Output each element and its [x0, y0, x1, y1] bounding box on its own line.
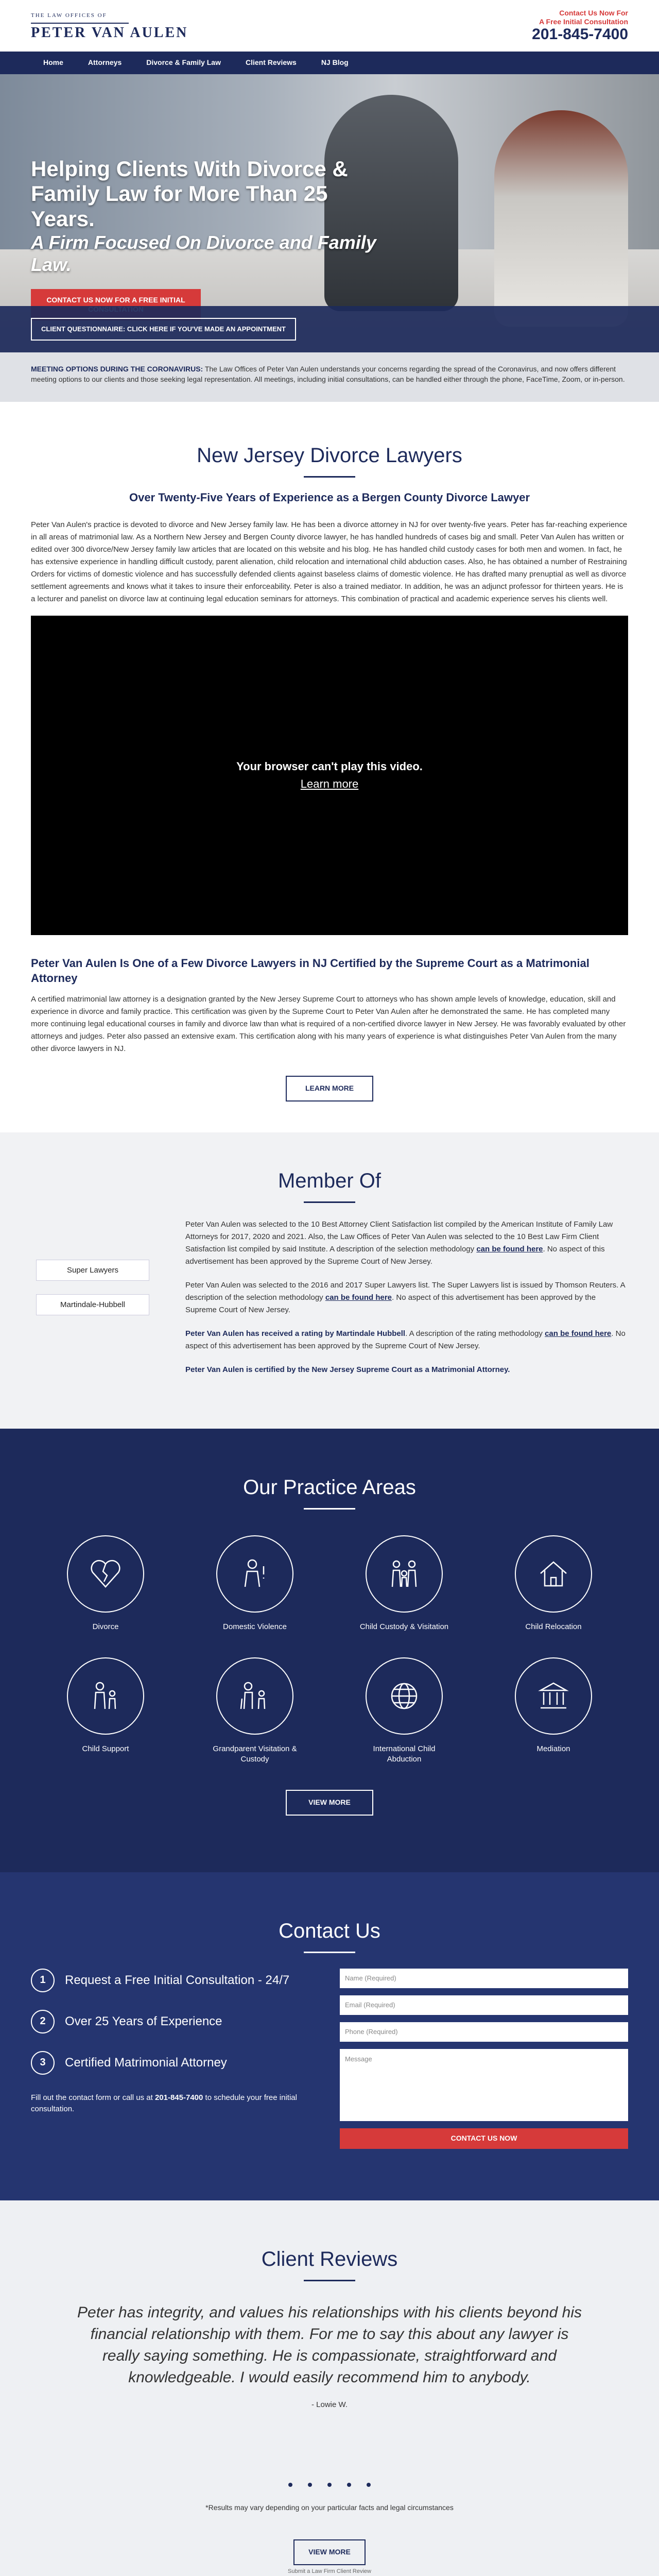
carousel-dot[interactable]: [308, 2483, 312, 2487]
nav-home[interactable]: Home: [43, 58, 63, 67]
practice-item-child-custody[interactable]: [358, 1535, 450, 1632]
benefit-text: Request a Free Initial Consultation - 24/7: [65, 1973, 290, 1988]
badge-martindale-hubbell[interactable]: Martindale-Hubbell: [36, 1294, 149, 1315]
methodology-link-2[interactable]: can be found here: [325, 1293, 392, 1302]
contact-benefits: [31, 1969, 309, 2149]
practice-label: International Child Abduction: [373, 1744, 436, 1764]
globe-icon: [366, 1657, 443, 1735]
practice-item-grandparent-visitation[interactable]: [209, 1657, 301, 1764]
house-icon: [515, 1535, 592, 1613]
logo-small-text: THE LAW OFFICES OF: [31, 12, 107, 19]
member-title: Member Of: [278, 1169, 381, 1192]
practice-view-more-button[interactable]: VIEW MORE: [286, 1790, 373, 1816]
member-badges: [31, 1218, 154, 1316]
benefit-text: Over 25 Years of Experience: [65, 2014, 222, 2029]
hero-text: [31, 157, 391, 320]
header-call-line1: Contact Us Now For: [559, 8, 628, 17]
practice-label: Mediation: [536, 1744, 570, 1754]
hero-heading: Helping Clients With Divorce & Family Law for More Than 25 Years.: [31, 157, 348, 231]
methodology-link-1[interactable]: can be found here: [476, 1244, 543, 1253]
family-icon: [366, 1535, 443, 1613]
reviews-section: [0, 2200, 659, 2576]
video-learn-more-link[interactable]: Learn more: [300, 777, 359, 790]
practice-title: Our Practice Areas: [243, 1476, 416, 1499]
hero-subheading: A Firm Focused On Divorce and Family Law.: [31, 231, 376, 276]
about-title-rule: [304, 476, 355, 478]
hero: [0, 74, 659, 352]
logo-rule: [31, 23, 129, 24]
benefit-text: Certified Matrimonial Attorney: [65, 2056, 227, 2070]
video-error-text: Your browser can't play this video.: [236, 759, 423, 773]
review-author: - Lowie W.: [311, 2400, 348, 2409]
contact-note-phone[interactable]: 201-845-7400: [154, 2093, 203, 2102]
practice-areas-section: [0, 1429, 659, 1872]
coronavirus-notice: [0, 352, 659, 402]
certification-heading: Peter Van Aulen Is One of a Few Divorce Lawyers in NJ Certified by the Supreme Court as a Matrimonial Attorney: [31, 956, 589, 985]
carousel-dot[interactable]: [288, 2483, 292, 2487]
submit-review-link[interactable]: Submit a Law Firm Client Review: [288, 2568, 371, 2574]
about-title: New Jersey Divorce Lawyers: [197, 444, 462, 467]
member-title-rule: [304, 1201, 355, 1203]
practice-item-divorce[interactable]: [59, 1535, 152, 1632]
carousel-dot[interactable]: [347, 2483, 351, 2487]
practice-label: Child Custody & Visitation: [359, 1622, 449, 1631]
about-paragraph: Peter Van Aulen's practice is devoted to divorce and New Jersey family law. He has been a divorce attorney in NJ for over twenty-five years. Peter has far-reaching experience in all areas of matrimonial law. As a Northern New Jersey and Bergen County divorce lawyer, he has handled hundreds of cases big and small. Peter Van Aulen has written or edited over 300 divorce/New Jersey family law articles that are located on this website and his blog. He has handled child custody cases for both men and women. In fact, he has extensive experience in handling difficult custody, parent alienation, child relocation and international child abduction cases. Also, he has obtained a number of Restraining Orders for victims of domestic violence and has successfully defended clients against baseless claims of domestic violence. He has drafted many prenuptial as well as divorce settlement agreements and knows what it takes to insure their enforceability. Peter is also a trained mediator. In addition, he was an adjunct professor for thirteen years. He is a lecturer and panelist on divorce law at continuing legal education seminars for attorneys. This combination of practical and academic experience serves his clients well.: [31, 520, 628, 603]
practice-item-child-support[interactable]: [59, 1657, 152, 1764]
contact-title-rule: [304, 1952, 355, 1953]
about-subtitle: Over Twenty-Five Years of Experience as a Bergen County Divorce Lawyer: [129, 491, 530, 504]
email-field[interactable]: Email (Required): [340, 1995, 628, 2015]
message-field[interactable]: Message: [340, 2049, 628, 2121]
contact-form: [340, 1969, 628, 2149]
hero-photo-woman: [494, 110, 628, 327]
logo-big-text: PETER VAN AULEN: [31, 24, 188, 41]
member-p4: Peter Van Aulen is certified by the New Jersey Supreme Court as a Matrimonial Attorney.: [185, 1365, 510, 1374]
member-p3: Peter Van Aulen has received a rating by Martindale Hubbell. A description of the rating methodology can be found here. No aspect of this advertisement has been approved by the Supreme Court of New Jersey.: [185, 1329, 626, 1350]
hero-cta-button[interactable]: CONTACT US NOW FOR A FREE INITIAL: [31, 289, 201, 320]
contact-benefit: [31, 1969, 309, 1992]
grandparent-icon: [216, 1657, 293, 1735]
contact-benefit: [31, 2051, 309, 2075]
benefit-number: 1: [31, 1969, 55, 1992]
benefit-number: 2: [31, 2010, 55, 2033]
practice-label: Child Relocation: [525, 1622, 582, 1631]
practice-label: Domestic Violence: [223, 1622, 287, 1631]
reviews-title-rule: [304, 2280, 355, 2281]
about-learn-more-button[interactable]: LEARN MORE: [286, 1076, 373, 1101]
phone-field[interactable]: Phone (Required): [340, 2022, 628, 2042]
badge-super-lawyers[interactable]: Super Lawyers: [36, 1260, 149, 1281]
practice-item-domestic-violence[interactable]: [209, 1535, 301, 1632]
carousel-dot[interactable]: [327, 2483, 332, 2487]
reviews-title: Client Reviews: [261, 2247, 398, 2270]
practice-item-child-relocation[interactable]: [507, 1535, 600, 1632]
child-support-icon: [67, 1657, 144, 1735]
notice-text: The Law Offices of Peter Van Aulen understands your concerns regarding the spread of the Coronavirus, and now offers different meeting options to our clients and those seeking legal representation. All meetings, including initial consultations, can be handled either through the phone, FaceTime, Zoom, or in-person.: [31, 365, 625, 384]
notice-lead: MEETING OPTIONS DURING THE CORONAVIRUS:: [31, 365, 203, 373]
practice-item-international-child-abduction[interactable]: [358, 1657, 450, 1764]
contact-title: Contact Us: [279, 1919, 380, 1942]
practice-item-mediation[interactable]: [507, 1657, 600, 1764]
methodology-link-3[interactable]: can be found here: [545, 1329, 612, 1338]
site-header: [0, 0, 659, 52]
questionnaire-button[interactable]: CLIENT QUESTIONNAIRE: CLICK HERE IF YOU'VE MADE AN APPOINTMENT: [31, 318, 296, 341]
courthouse-icon: [515, 1657, 592, 1735]
nav-nj-blog[interactable]: NJ Blog: [321, 58, 349, 67]
hero-questionnaire-bar: [0, 306, 659, 352]
header-phone-link[interactable]: 201-845-7400: [532, 26, 628, 43]
reviews-view-more-button[interactable]: VIEW MORE: [293, 2539, 366, 2565]
person-alert-icon: [216, 1535, 293, 1613]
firm-logo[interactable]: [31, 11, 188, 40]
nav-divorce-family-law[interactable]: Divorce & Family Law: [146, 58, 221, 67]
video-player[interactable]: [31, 616, 628, 935]
member-section: [0, 1132, 659, 1429]
member-p1: Peter Van Aulen was selected to the 10 Best Attorney Client Satisfaction list compiled by the American Institute of Family Law Attorneys for 2017, 2020 and 2021. Also, the Law Offices of Peter Van Aulen was selected to the 10 Best Law Firm Client Satisfaction list compiled by said Institute. A description of the selection methodology can be found here. No aspect of this advertisement has been approved by the Supreme Court of New Jersey.: [185, 1219, 613, 1266]
review-carousel-dots: [31, 2483, 628, 2487]
practice-label: Grandparent Visitation & Custody: [213, 1744, 297, 1764]
member-text: [185, 1218, 628, 1387]
practice-grid: [31, 1535, 628, 1765]
nav-attorneys[interactable]: Attorneys: [88, 58, 122, 67]
carousel-dot[interactable]: [367, 2483, 371, 2487]
header-contact: [532, 9, 628, 43]
header-call-line2: A Free Initial Consultation: [539, 17, 628, 26]
contact-section: [0, 1872, 659, 2200]
certification-paragraph: A certified matrimonial law attorney is a designation granted by the New Jersey Supreme Court to attorneys who has shown ample levels of knowledge, education, skill and experience in divorce and family practice. This certification was given by the Supreme Court to Peter Van Aulen after he demonstrated the same. He has completed many more continuing legal educational courses in family and divorce law than what is required of a non-certified divorce lawyer in New Jersey. He was favorably evaluated by other attorneys and judges. Peter also passed an extensive exam. This certification along with his many years of experience is what distinguishes Peter Van Aulen from the many other divorce lawyers in NJ.: [31, 995, 626, 1054]
member-p2: Peter Van Aulen was selected to the 2016 and 2017 Super Lawyers list. The Super Lawyers list is issued by Thomson Reuters. A description of the selection methodology can be found here. No aspect of this advertisement has been approved by the Supreme Court of New Jersey.: [185, 1280, 625, 1314]
practice-title-rule: [304, 1508, 355, 1510]
name-field[interactable]: Name (Required): [340, 1969, 628, 1988]
reviews-disclaimer: *Results may vary depending on your particular facts and legal circumstances: [205, 2503, 454, 2512]
benefit-number: 3: [31, 2051, 55, 2075]
contact-submit-button[interactable]: CONTACT US NOW: [340, 2128, 628, 2149]
contact-note: Fill out the contact form or call us at 201-845-7400 to schedule your free initial consultation.: [31, 2093, 297, 2114]
contact-benefit: [31, 2010, 309, 2033]
main-nav: [0, 52, 659, 74]
nav-client-reviews[interactable]: Client Reviews: [245, 58, 297, 67]
practice-label: Divorce: [92, 1622, 119, 1631]
practice-label: Child Support: [82, 1744, 129, 1754]
broken-heart-icon: [67, 1535, 144, 1613]
review-quote: Peter has integrity, and values his relationships with his clients beyond his financial relationship with them. For me to say this about any lawyer is really saying something. He is compassionate, straightforward and knowledgeable. I would easily recommend him to anybody.: [77, 2303, 582, 2386]
about-section: [0, 402, 659, 1132]
